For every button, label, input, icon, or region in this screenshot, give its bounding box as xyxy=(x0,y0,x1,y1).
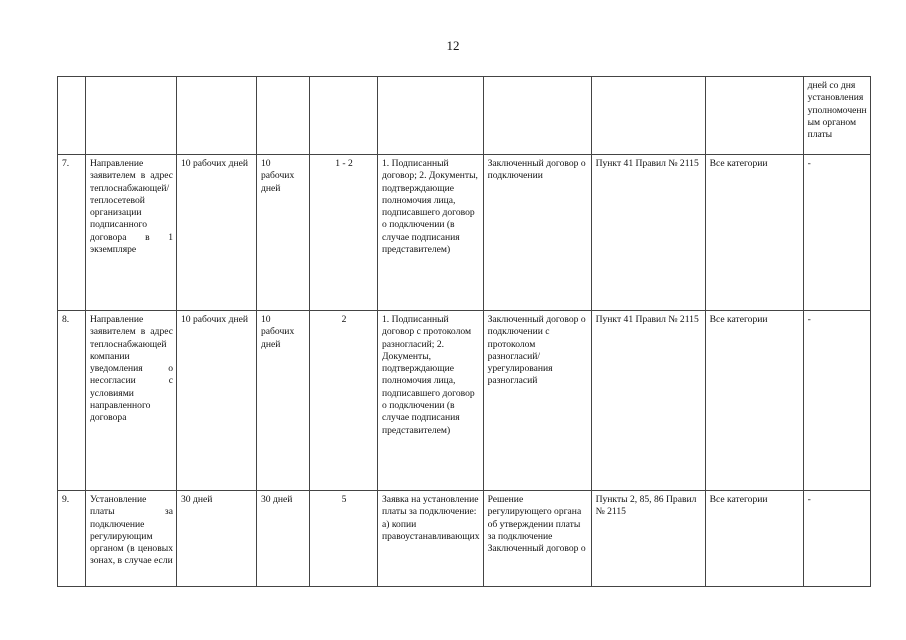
action-cell: Установление платы за подключение регулирующим органом (в ценовых зонах, в случае если xyxy=(86,491,177,587)
term-cell: 10 рабочих дней xyxy=(257,155,310,311)
table-cell xyxy=(483,77,591,155)
table-cell xyxy=(257,77,310,155)
result-cell: Заключенный договор о подключении с протоколом разногласий/урегулирования разногласий xyxy=(483,311,591,491)
table-row xyxy=(58,155,871,311)
term-cell: 30 дней xyxy=(257,491,310,587)
table-cell xyxy=(378,77,484,155)
note-cell: - xyxy=(803,491,870,587)
basis-cell: Пункты 2, 85, 86 Правил № 2115 xyxy=(591,491,705,587)
table-cell xyxy=(705,77,803,155)
table-cell-note: дней со дня установления уполномоченн ым органом платы xyxy=(803,77,870,155)
result-cell: Решение регулирующего органа об утверждении платы за подключение Заключенный договор о xyxy=(483,491,591,587)
table-cell xyxy=(591,77,705,155)
term-cell: 10 рабочих дней xyxy=(177,155,257,311)
category-cell: Все категории xyxy=(705,491,803,587)
result-cell: Заключенный договор о подключении xyxy=(483,155,591,311)
row-number: 9. xyxy=(58,491,86,587)
category-cell: Все категории xyxy=(705,155,803,311)
table-row xyxy=(58,77,871,155)
note-cell: - xyxy=(803,311,870,491)
documents-cell: Заявка на установление платы за подключение: а) копии правоустанавливающих xyxy=(378,491,484,587)
procedure-table xyxy=(57,76,871,587)
term-cell: 30 дней xyxy=(177,491,257,587)
table-cell xyxy=(58,77,86,155)
table-row xyxy=(58,491,871,587)
days-cell: 1 - 2 xyxy=(310,155,378,311)
table-cell xyxy=(177,77,257,155)
basis-cell: Пункт 41 Правил № 2115 xyxy=(591,311,705,491)
term-cell: 10 рабочих дней xyxy=(177,311,257,491)
action-cell: Направление заявителем в адрес теплоснабжающей компании уведомления о несогласии с условиями направленного договора xyxy=(86,311,177,491)
category-cell: Все категории xyxy=(705,311,803,491)
action-cell: Направление заявителем в адрес теплоснабжающей/теплосетевой организации подписанного договора в 1 экземпляре xyxy=(86,155,177,311)
page-number: 12 xyxy=(446,38,460,53)
term-cell: 10 рабочих дней xyxy=(257,311,310,491)
basis-cell: Пункт 41 Правил № 2115 xyxy=(591,155,705,311)
documents-cell: 1. Подписанный договор; 2. Документы, подтверждающие полномочия лица, подписавшего договор о подключении (в случае подписания представителем) xyxy=(378,155,484,311)
table-cell xyxy=(310,77,378,155)
table-cell xyxy=(86,77,177,155)
days-cell: 2 xyxy=(310,311,378,491)
note-cell: - xyxy=(803,155,870,311)
days-cell: 5 xyxy=(310,491,378,587)
row-number: 8. xyxy=(58,311,86,491)
documents-cell: 1. Подписанный договор с протоколом разногласий; 2. Документы, подтверждающие полномочия лица, подписавшего договор о подключении (в случае подписания представителем) xyxy=(378,311,484,491)
row-number: 7. xyxy=(58,155,86,311)
table-row xyxy=(58,311,871,491)
